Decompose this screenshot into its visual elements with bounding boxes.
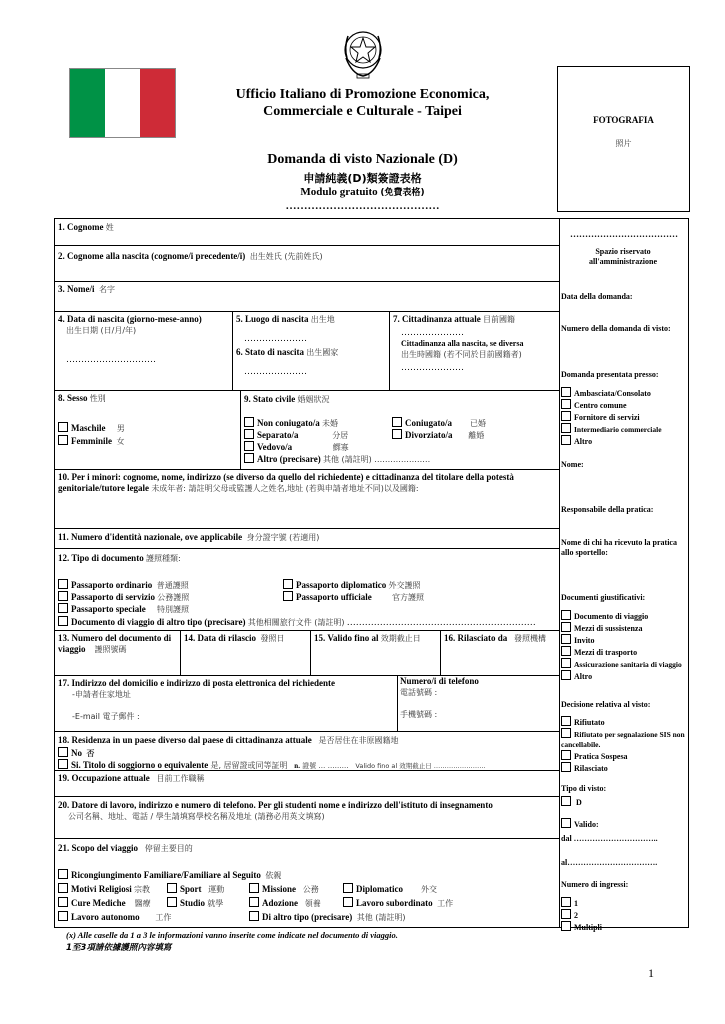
presented-option[interactable]: Ambasciata/Consolato — [561, 387, 687, 399]
photo-label: FOTOGRAFIA — [593, 115, 654, 125]
purpose-sport-checkbox[interactable]: Sport 運動 — [167, 883, 224, 895]
civil-separated-checkbox[interactable]: Separato/a 分居 — [244, 429, 348, 441]
valid-to[interactable]: al……………………………. — [561, 858, 658, 867]
form-title: Domanda di visto Nazionale (D) — [267, 152, 458, 167]
footer-note: (x) Alle caselle da 1 a 3 le informazioni vanno inserite come indicate nel documento di viaggio. — [66, 930, 398, 940]
page-number: 1 — [648, 966, 654, 980]
purpose-mission-checkbox[interactable]: Missione 公務 — [249, 883, 319, 895]
admin-dots-top: ……………………………… — [570, 229, 678, 239]
presented-option[interactable]: Centro comune — [561, 399, 687, 411]
field-6-birth-country[interactable]: 6. Stato di nascita 出生國家 ………………… — [236, 347, 339, 376]
docs-option[interactable]: Invito — [561, 634, 687, 646]
civil-other-checkbox[interactable]: Altro (precisare) 其他 (請註明) ………………… — [244, 453, 430, 465]
doc-ordinary-checkbox[interactable]: Passaporto ordinario 普通護照 — [58, 579, 189, 591]
field-14-issue-date[interactable]: 14. Data di rilascio 發照日 — [184, 633, 285, 643]
office-name: Ufficio Italiano di Promozione Economica, Commerciale e Culturale - Taipei — [235, 87, 490, 119]
presented-option[interactable]: Intermediario commerciale — [561, 423, 687, 435]
field-2-birth-surname[interactable]: 2. Cognome alla nascita (cognome/i precedente/i) 出生姓氏 (先前姓氏) — [58, 251, 323, 261]
purpose-study-checkbox[interactable]: Studio 就學 — [167, 897, 223, 909]
field-8-sex: 8. Sesso 性別 — [58, 393, 106, 403]
admin-number-label: Numero della domanda di visto: — [561, 324, 671, 333]
civil-married-checkbox[interactable]: Coniugato/a 已婚 — [392, 417, 486, 429]
sex-female-checkbox[interactable]: Femminile 女 — [58, 435, 125, 447]
purpose-religious-checkbox[interactable]: Motivi Religiosi 宗教 — [58, 883, 150, 895]
field-10-minors[interactable]: 10. Per i minori: cognome, nome, indirizzo (se diverso da quello del richiedente) e cittadinanza del titolare della potestà genitoriale/tutore legale 未成年者: 請註明父母或監護人之姓名,地址 (若與申請者地址不同)以及國籍: — [58, 472, 514, 493]
field-20-employer[interactable]: 20. Datore di lavoro, indirizzo e numero di telefono. Per gli studenti nome e indirizzo dell'istituto di insegnamento 公司名稱、地址、電話 / 學生請填寫學校名稱及地址 (請務必用英文填寫) — [58, 800, 493, 821]
photo-label-zh: 照片 — [615, 139, 632, 148]
admin-responsible-label: Responsabile della pratica: — [561, 505, 654, 514]
purpose-medical-checkbox[interactable]: Cure Mediche 醫療 — [58, 897, 151, 909]
admin-docs-label: Documenti giustificativi: — [561, 593, 646, 602]
entries-option[interactable]: Multipli — [561, 921, 602, 933]
field-3-name[interactable]: 3. Nome/i 名字 — [58, 284, 115, 294]
civil-widowed-checkbox[interactable]: Vedovo/a 鰥寡 — [244, 441, 349, 453]
sex-male-checkbox[interactable]: Maschile 男 — [58, 422, 125, 434]
purpose-self-employed-checkbox[interactable]: Lavoro autonomo 工作 — [58, 911, 171, 923]
residence-no-checkbox[interactable]: No 否 — [58, 747, 95, 759]
italian-flag — [69, 68, 176, 138]
purpose-employed-checkbox[interactable]: Lavoro subordinato 工作 — [343, 897, 453, 909]
doc-special-checkbox[interactable]: Passaporto speciale 特別護照 — [58, 603, 189, 615]
field-4-birth-date[interactable]: 4. Data di nascita (giorno-mese-anno) 出生日期 (日/月/年) ………………………… — [58, 314, 202, 364]
valid-from[interactable]: dal ………………………….. — [561, 834, 658, 843]
admin-date-label: Data della domanda: — [561, 292, 633, 301]
field-21-purpose: 21. Scopo del viaggio 停留主要目的 — [58, 843, 193, 853]
field-12-document-type: 12. Tipo di documento 護照種類: — [58, 553, 181, 563]
doc-official-checkbox[interactable]: Passaporto ufficiale 官方護照 — [283, 591, 424, 603]
italian-emblem-icon — [338, 24, 388, 80]
admin-presented-options — [561, 387, 687, 447]
presented-option[interactable]: Altro — [561, 435, 687, 447]
purpose-reunion-checkbox[interactable]: Ricongiungimento Familiare/Familiare al Seguito 依親 — [58, 869, 281, 881]
field-7-citizenship[interactable]: 7. Cittadinanza attuale 目前國籍 ………………… Cittadinanza alla nascita, se diversa 出生時國籍 (若不同於目前國籍者) ………………… — [393, 314, 524, 372]
photo-box[interactable] — [557, 66, 690, 212]
visa-type-d-checkbox[interactable]: D — [561, 796, 582, 808]
form-subtitle: Modulo gratuito (免費表格) — [300, 186, 425, 198]
visa-valid-checkbox[interactable]: Valido: — [561, 818, 599, 830]
decision-option[interactable]: Rifiutato — [561, 716, 687, 728]
docs-option[interactable]: Mezzi di trasporto — [561, 646, 687, 658]
admin-decision-options — [561, 716, 687, 774]
entries-option[interactable]: 1 — [561, 897, 602, 909]
admin-entries-options — [561, 897, 602, 933]
residence-yes-checkbox[interactable]: Si. Titolo di soggiorno o equivalente 是, 居留證或同等証明 n. 證號 … ……… Valido fino al 效期截止日 …………………… — [58, 759, 486, 772]
doc-service-checkbox[interactable]: Passaporto di servizio 公務護照 — [58, 591, 189, 603]
admin-received-label: Nome di chi ha ricevuto la pratica allo sportello: — [561, 538, 677, 557]
field-17-address[interactable]: 17. Indirizzo del domicilio e indirizzo di posta elettronica del richiedente -申請者住家地址 -E-mail 電子郵件 : — [58, 678, 336, 721]
field-19-occupation[interactable]: 19. Occupazione attuale 目前工作職稱 — [58, 773, 205, 783]
doc-diplomatic-checkbox[interactable]: Passaporto diplomatico 外交護照 — [283, 579, 421, 591]
docs-option[interactable]: Altro — [561, 670, 687, 682]
header-dots: …………………………………… — [285, 200, 440, 212]
admin-docs-options — [561, 610, 687, 682]
field-9-civil-status: 9. Stato civile 婚姻狀況 — [244, 394, 330, 404]
field-16-issued-by[interactable]: 16. Rilasciato da 發照機構 — [444, 633, 547, 643]
field-15-valid-until[interactable]: 15. Valido fino al 效期截止日 — [314, 633, 421, 643]
admin-reserved-label: Spazio riservato all'amministrazione — [589, 247, 657, 266]
decision-option[interactable]: Rilasciato — [561, 762, 687, 774]
field-13-document-number[interactable]: 13. Numero del documento di viaggio 護照號碼 — [58, 633, 172, 654]
admin-presented-label: Domanda presentata presso: — [561, 370, 659, 379]
field-5-birth-place[interactable]: 5. Luogo di nascita 出生地 ………………… — [236, 314, 335, 343]
form-title-zh: 申請純義(D)類簽證表格 — [303, 172, 422, 185]
field-17-phone[interactable]: Numero/i di telefono 電話號碼 : 手機號碼 : — [400, 676, 479, 719]
admin-name-label: Nome: — [561, 460, 584, 469]
civil-divorced-checkbox[interactable]: Divorziato/a 離婚 — [392, 429, 484, 441]
admin-decision-label: Decisione relativa al visto: — [561, 700, 651, 709]
admin-visa-type-label: Tipo di visto: — [561, 784, 607, 793]
decision-option[interactable]: Pratica Sospesa — [561, 750, 687, 762]
docs-option[interactable]: Documento di viaggio — [561, 610, 687, 622]
docs-option[interactable]: Assicurazione sanitaria di viaggio — [561, 658, 687, 670]
purpose-other-checkbox[interactable]: Di altro tipo (precisare) 其他 (請註明) — [249, 911, 406, 923]
doc-other-checkbox[interactable]: Documento di viaggio di altro tipo (precisare) 其他相關旅行文件 (請註明) ……………………………………………………… — [58, 616, 536, 628]
purpose-diplomatic-checkbox[interactable]: Diplomatico 外交 — [343, 883, 437, 895]
field-11-national-id[interactable]: 11. Numero d'identità nazionale, ove applicabile 身分證字號 (若適用) — [58, 532, 320, 542]
decision-option[interactable]: Rifiutato per segnalazione SIS non cancellabile. — [561, 730, 685, 749]
field-18-residence: 18. Residenza in un paese diverso dal paese di cittadinanza attuale 是否居住在非原國籍地 — [58, 735, 399, 745]
purpose-adoption-checkbox[interactable]: Adozione 領養 — [249, 897, 321, 909]
docs-option[interactable]: Mezzi di sussistenza — [561, 622, 687, 634]
presented-option[interactable]: Fornitore di servizi — [561, 411, 687, 423]
field-1-surname[interactable]: 1. Cognome 姓 — [58, 222, 114, 232]
admin-entries-label: Numero di ingressi: — [561, 880, 629, 889]
civil-single-checkbox[interactable]: Non coniugato/a 未婚 — [244, 417, 338, 429]
entries-option[interactable]: 2 — [561, 909, 602, 921]
footer-note-zh: 1至3項請依據護照內容填寫 — [66, 943, 172, 953]
